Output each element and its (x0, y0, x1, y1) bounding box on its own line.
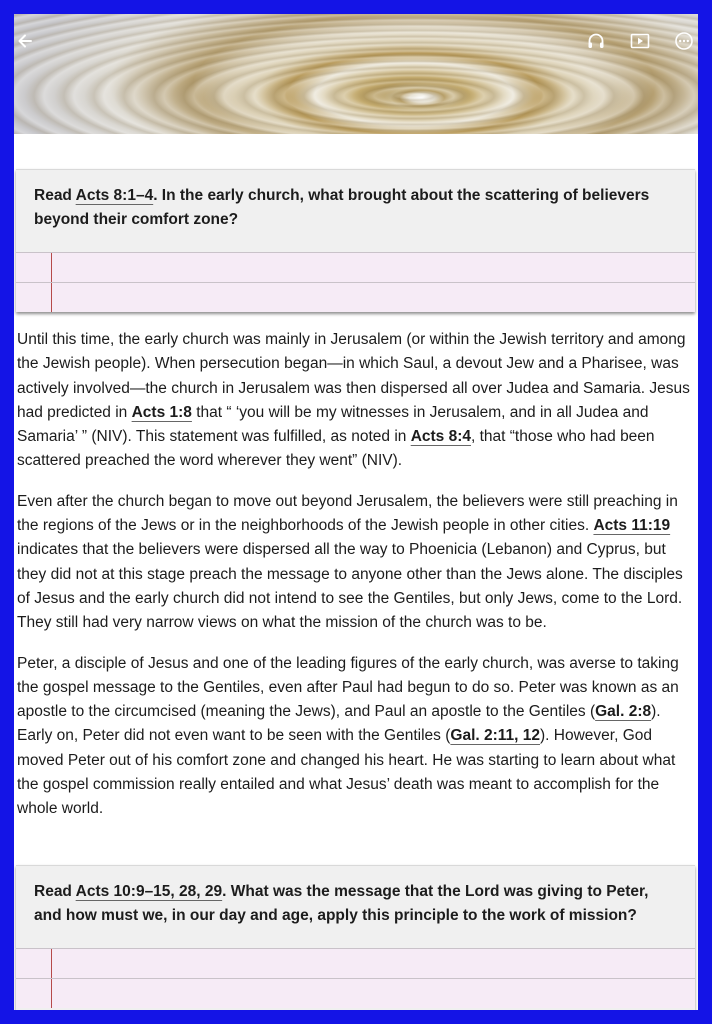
paragraph-2: Even after the church began to move out beyond Jerusalem, the believers were still preaching in the regions of the Jews or in the neighborhoods of the Jewish people in other cities. Acts 11:19 indicates that the believers were dispersed all the way to Phoenicia (Lebanon) and Cyprus, but they did not at this stage preach the message to anyone other than the Jews alone. The disciples of Jesus and the early church did not intend to see the Gentiles, but only Jews, come to the Lord. They still had very narrow views on what the mission of the church was to be. (17, 492, 683, 632)
scripture-link[interactable]: Acts 8:1–4 (75, 187, 154, 204)
answer-area-1[interactable] (16, 252, 695, 312)
scripture-link[interactable]: Gal. 2:8 (595, 703, 652, 721)
answer-line[interactable] (16, 948, 695, 978)
more-circle-icon (674, 31, 694, 51)
question-body: . In the early church, what brought about the scattering of believers beyond their comfort zone? (34, 187, 650, 228)
question-lead: Read (34, 187, 76, 204)
question-body: . What was the message that the Lord was giving to Peter, and how must we, in our day and age, apply this principle to the work of mission? (34, 883, 649, 924)
answer-area-2[interactable] (16, 948, 695, 1010)
scripture-link[interactable]: Acts 10:9–15, 28, 29 (75, 883, 223, 900)
back-button[interactable] (14, 30, 36, 52)
video-button[interactable] (629, 30, 651, 52)
scripture-link[interactable]: Acts 1:8 (131, 403, 192, 421)
headphones-icon (586, 31, 606, 51)
lesson-page (14, 14, 698, 1010)
scripture-link[interactable]: Acts 8:4 (410, 428, 471, 446)
answer-line[interactable] (16, 252, 695, 282)
answer-line[interactable] (16, 978, 695, 1008)
lesson-body (17, 328, 695, 838)
question-text-2 (34, 880, 677, 928)
question-box-1 (16, 169, 695, 312)
scripture-link[interactable]: Acts 11:19 (593, 517, 671, 535)
video-play-icon (630, 32, 650, 50)
audio-button[interactable] (585, 30, 607, 52)
question-box-2 (16, 865, 695, 1010)
arrow-left-icon (16, 32, 34, 50)
question-lead: Read (34, 883, 76, 900)
header-banner (14, 14, 698, 134)
answer-line[interactable] (16, 282, 695, 312)
more-options-button[interactable] (673, 30, 695, 52)
paragraph-1: Until this time, the early church was mainly in Jerusalem (or within the Jewish territory and among the Jewish people). When persecution began—in which Saul, a devout Jew and a Pharisee, was actively involved—the church in Jerusalem was then dispersed all over Judea and Samaria. Jesus had predicted in Acts 1:8 that “ ‘you will be my witnesses in Jerusalem, and in all Judea and Samaria’ ” (NIV). This statement was fulfilled, as noted in Acts 8:4, that “those who had been scattered preached the word wherever they went” (NIV). (17, 331, 690, 470)
scripture-link[interactable]: Gal. 2:11, 12 (450, 727, 541, 745)
paragraph-3: Peter, a disciple of Jesus and one of the leading figures of the early church, was averse to taking the gospel message to the Gentiles, even after Paul had begun to do so. Peter was known as an apostle to the circumcised (meaning the Jews), and Paul an apostle to the Gentiles (Gal. 2:8). Early on, Peter did not even want to be seen with the Gentiles (Gal. 2:11, 12). However, God moved Peter out of his comfort zone and changed his heart. He was starting to learn about what the gospel commission really entailed and what Jesus’ death was meant to accomplish for the whole world. (17, 654, 679, 818)
question-text-1 (34, 184, 677, 232)
